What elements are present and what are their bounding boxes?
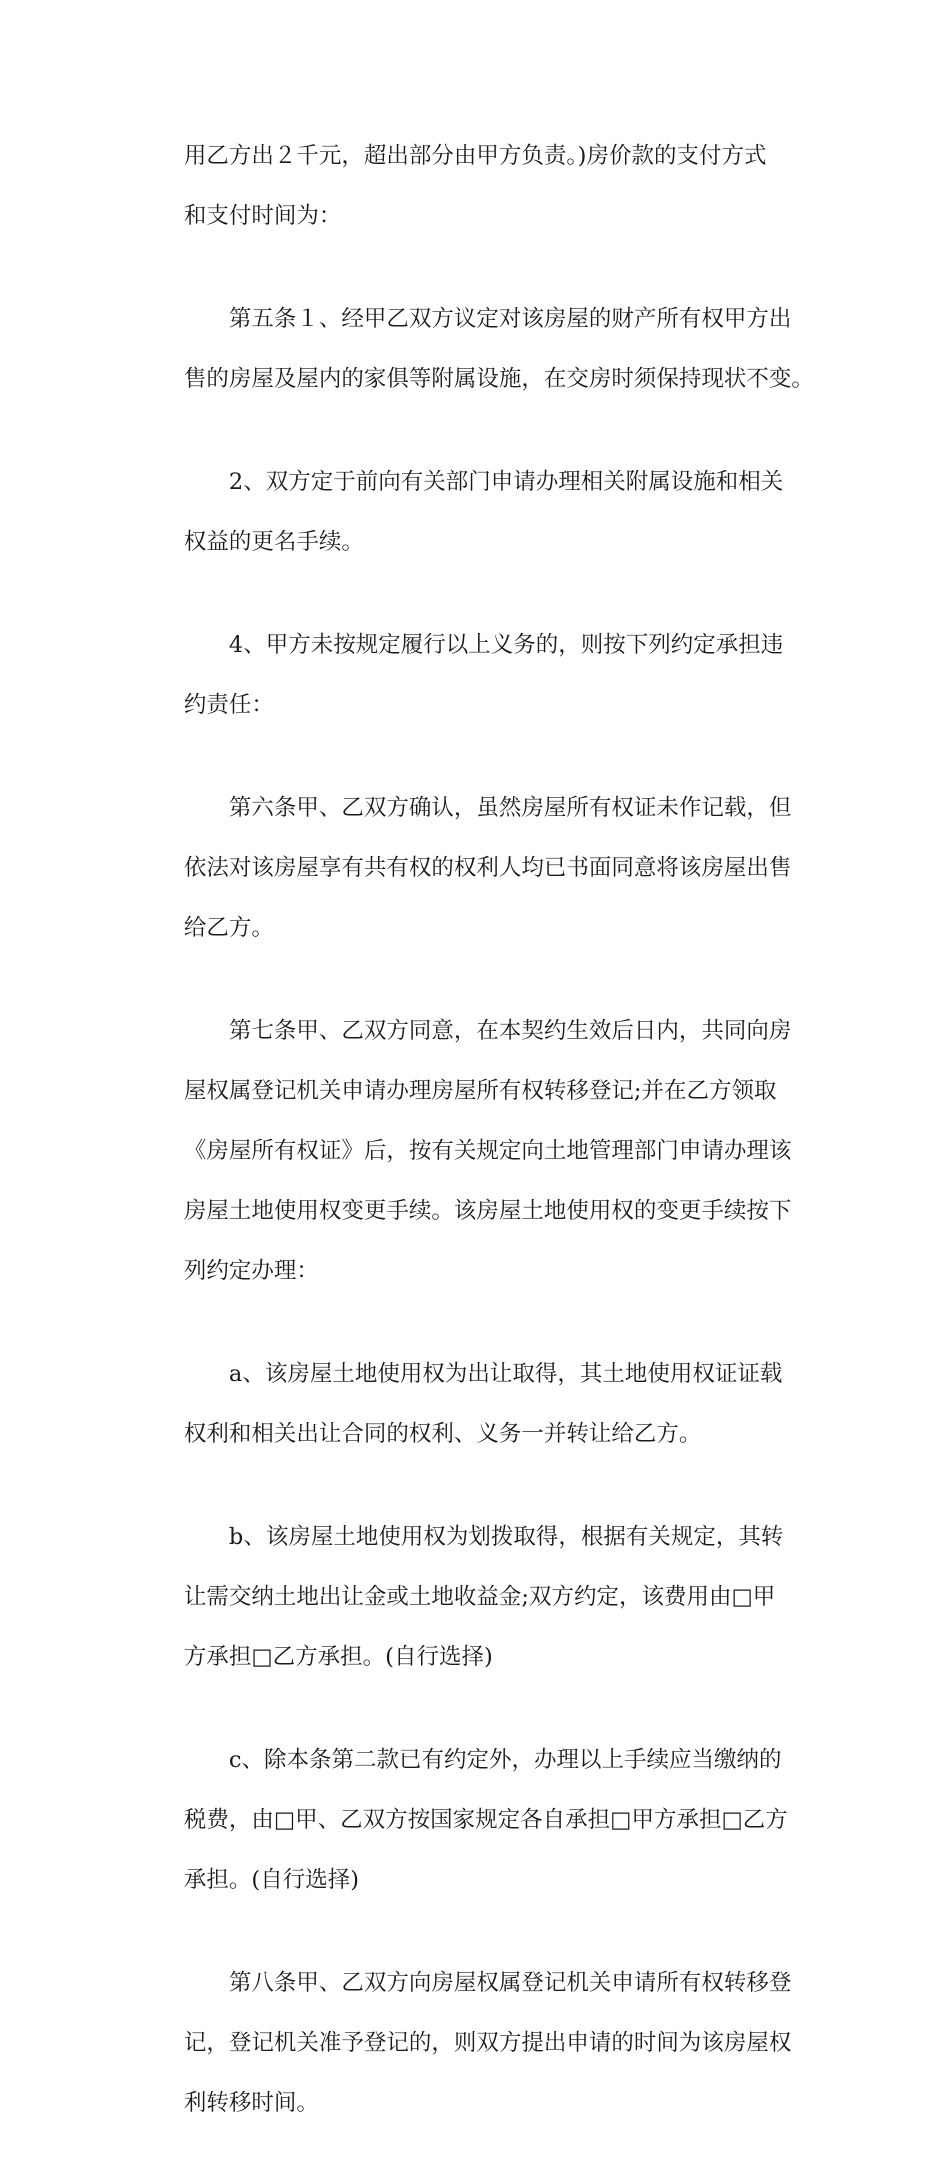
paragraph-article-7-item-c: [141, 1715, 831, 1925]
text-line: 依法对该房屋享有共有权的权利人均已书面同意将该房屋出售: [183, 855, 792, 881]
text-line: 第七条甲、乙双方同意，在本契约生效后日内，共同向房: [228, 1018, 792, 1044]
text-line: 第八条甲、乙双方向房屋权属登记机关申请所有权转移登: [228, 1970, 792, 1996]
document-body: [141, 111, 831, 2161]
text-line: c、除本条第二款已有约定外，办理以上手续应当缴纳的: [228, 1747, 782, 1773]
text-line: 第六条甲、乙双方确认，虽然房屋所有权证未作记载，但: [228, 795, 792, 821]
text-line: 4、甲方未按规定履行以上义务的，则按下列约定承担违: [228, 632, 784, 658]
text-line: 记，登记机关准予登记的，则双方提出申请的时间为该房屋权: [183, 2030, 792, 2056]
paragraph-article-8: [141, 1938, 831, 2148]
text-line: a、该房屋土地使用权为出让取得，其土地使用权证证载: [228, 1361, 783, 1387]
text-line: 约责任：: [183, 692, 274, 718]
paragraph-article-7-item-b: [141, 1492, 831, 1702]
text-line: 用乙方出２千元，超出部分由甲方负责。)房价款的支付方式: [183, 143, 767, 169]
text-line: 权益的更名手续。: [183, 529, 364, 555]
paragraph-article-7-item-a: [141, 1329, 831, 1479]
text-line: 方承担□乙方承担。(自行选择): [183, 1644, 493, 1670]
text-line: 列约定办理：: [183, 1258, 319, 1284]
text-line: 第五条１、经甲乙双方议定对该房屋的财产所有权甲方出: [228, 306, 792, 332]
text-line: b、该房屋土地使用权为划拨取得，根据有关规定，其转: [228, 1524, 784, 1550]
paragraph-article-5-item-4: [141, 600, 831, 750]
text-line: 房屋土地使用权变更手续。该房屋土地使用权的变更手续按下: [183, 1198, 792, 1224]
text-line: 权利和相关出让合同的权利、义务一并转让给乙方。: [183, 1421, 702, 1447]
paragraph-article-5-item-2: [141, 437, 831, 587]
text-line: 给乙方。: [183, 915, 274, 941]
text-line: 屋权属登记机关申请办理房屋所有权转移登记;并在乙方领取: [183, 1078, 777, 1104]
paragraph-payment-continuation: [141, 111, 831, 261]
text-line: 税费，由□甲、乙双方按国家规定各自承担□甲方承担□乙方: [183, 1807, 788, 1833]
paragraph-article-6: [141, 763, 831, 973]
text-line: 和支付时间为：: [183, 203, 342, 229]
text-line: 让需交纳土地出让金或土地收益金;双方约定，该费用由□甲: [183, 1584, 776, 1610]
text-line: 利转移时间。: [183, 2090, 319, 2116]
text-line: 2、双方定于前向有关部门申请办理相关附属设施和相关: [228, 469, 784, 495]
text-line: 《房屋所有权证》后，按有关规定向土地管理部门申请办理该: [183, 1138, 792, 1164]
paragraph-article-5: [141, 274, 831, 424]
paragraph-article-7: [141, 986, 831, 1316]
text-line: 承担。(自行选择): [183, 1867, 359, 1893]
text-line: 售的房屋及屋内的家俱等附属设施，在交房时须保持现状不变。: [183, 366, 814, 392]
